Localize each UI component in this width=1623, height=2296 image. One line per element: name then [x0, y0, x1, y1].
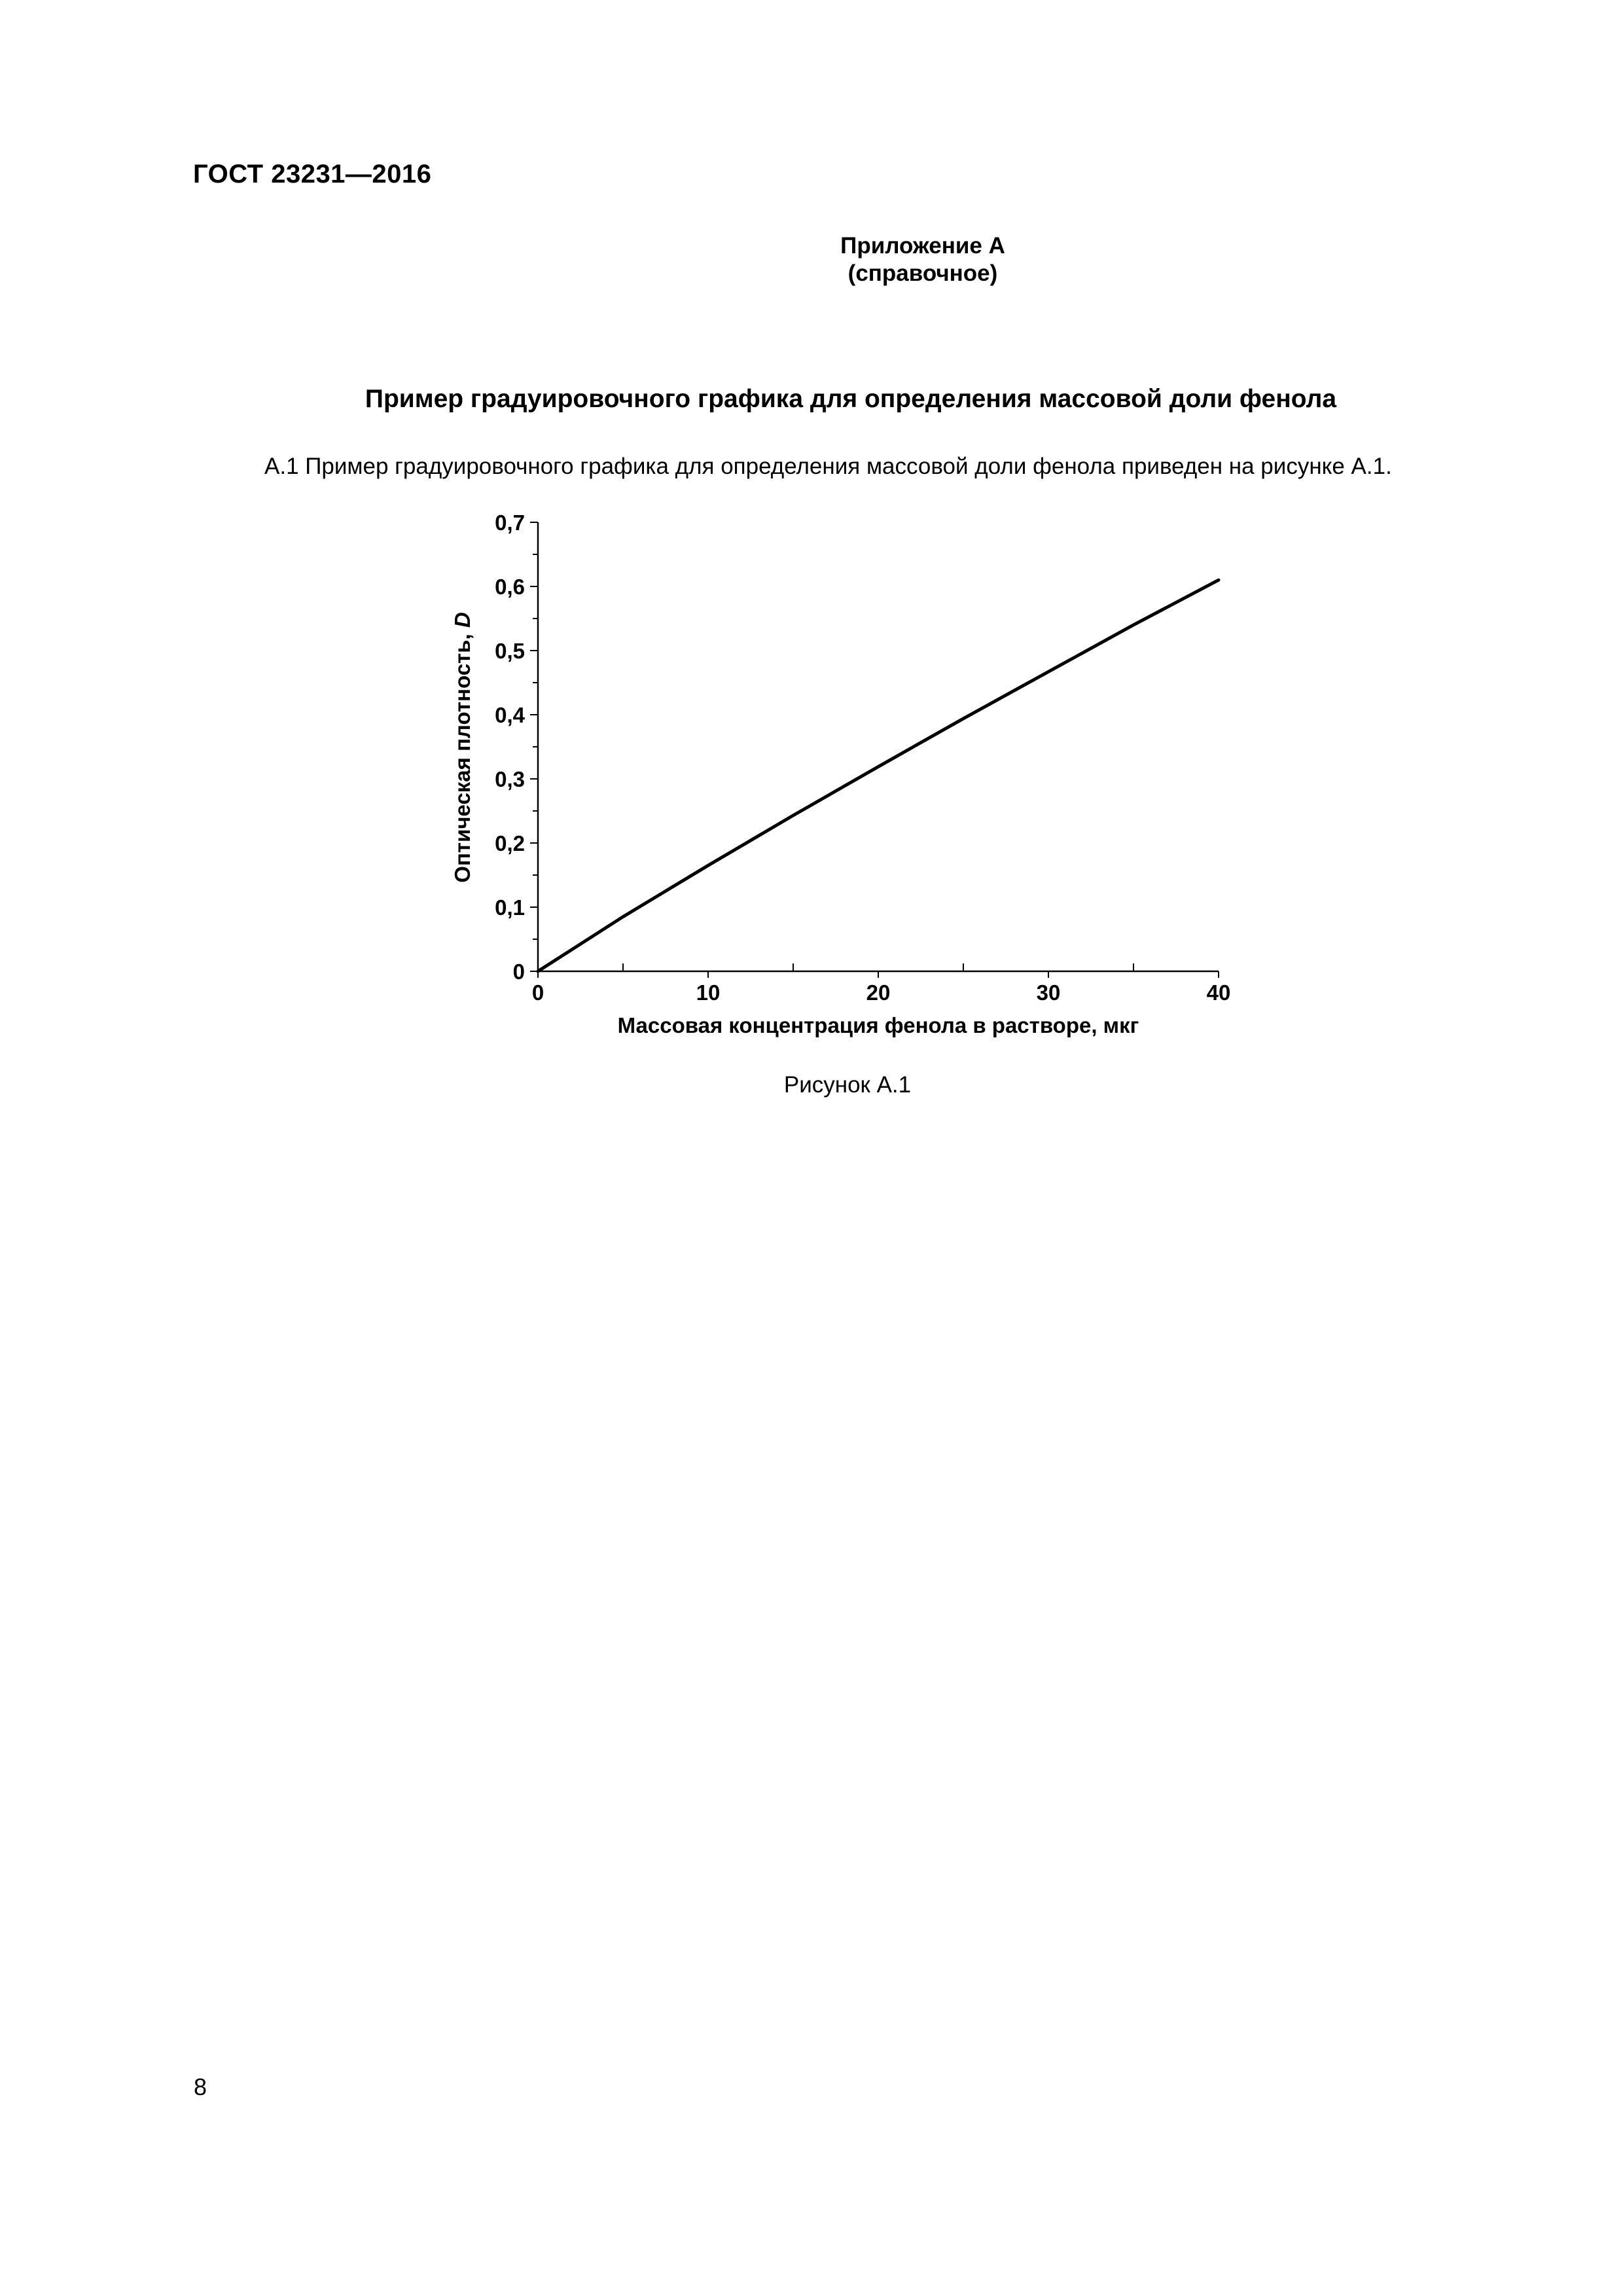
- document-code: ГОСТ 23231—2016: [193, 160, 432, 188]
- y-axis-label-text: Оптическая плотность,: [450, 628, 474, 883]
- y-tick-label: 0,6: [495, 575, 525, 599]
- y-axis-label: [450, 612, 474, 882]
- y-tick-label: 0,5: [495, 639, 525, 663]
- section-heading: Пример градуировочного графика для определения массовой доли фенола: [365, 385, 1337, 413]
- appendix-title: Приложение А: [840, 233, 1005, 259]
- y-tick-label: 0,4: [495, 703, 525, 727]
- y-tick-label: 0,1: [495, 895, 525, 920]
- y-tick-label: 0,2: [495, 831, 525, 855]
- y-tick-label: 0,3: [495, 767, 525, 791]
- y-tick-labels: [495, 511, 526, 984]
- y-axis-ticks: [530, 522, 538, 971]
- y-tick-label: 0: [512, 960, 525, 984]
- x-tick-label: 0: [531, 980, 544, 1005]
- x-tick-label: 20: [866, 980, 891, 1005]
- series-line-d: [538, 580, 1219, 971]
- x-tick-labels: [532, 980, 1231, 1005]
- y-axis-label-symbol: D: [450, 612, 474, 628]
- x-tick-label: 40: [1206, 980, 1231, 1005]
- appendix-subtitle: (справочное): [847, 260, 998, 286]
- x-tick-label: 10: [696, 980, 721, 1005]
- figure-caption: Рисунок А.1: [783, 1072, 912, 1098]
- intro-paragraph: А.1 Пример градуировочного графика для определения массовой доли фенола приведен на рисунке А.1.: [264, 454, 1392, 479]
- x-axis-label: Массовая концентрация фенола в растворе, мкг: [617, 1013, 1139, 1037]
- page-number: 8: [194, 2073, 207, 2100]
- x-tick-label: 30: [1036, 980, 1061, 1005]
- y-tick-label: 0,7: [495, 511, 525, 535]
